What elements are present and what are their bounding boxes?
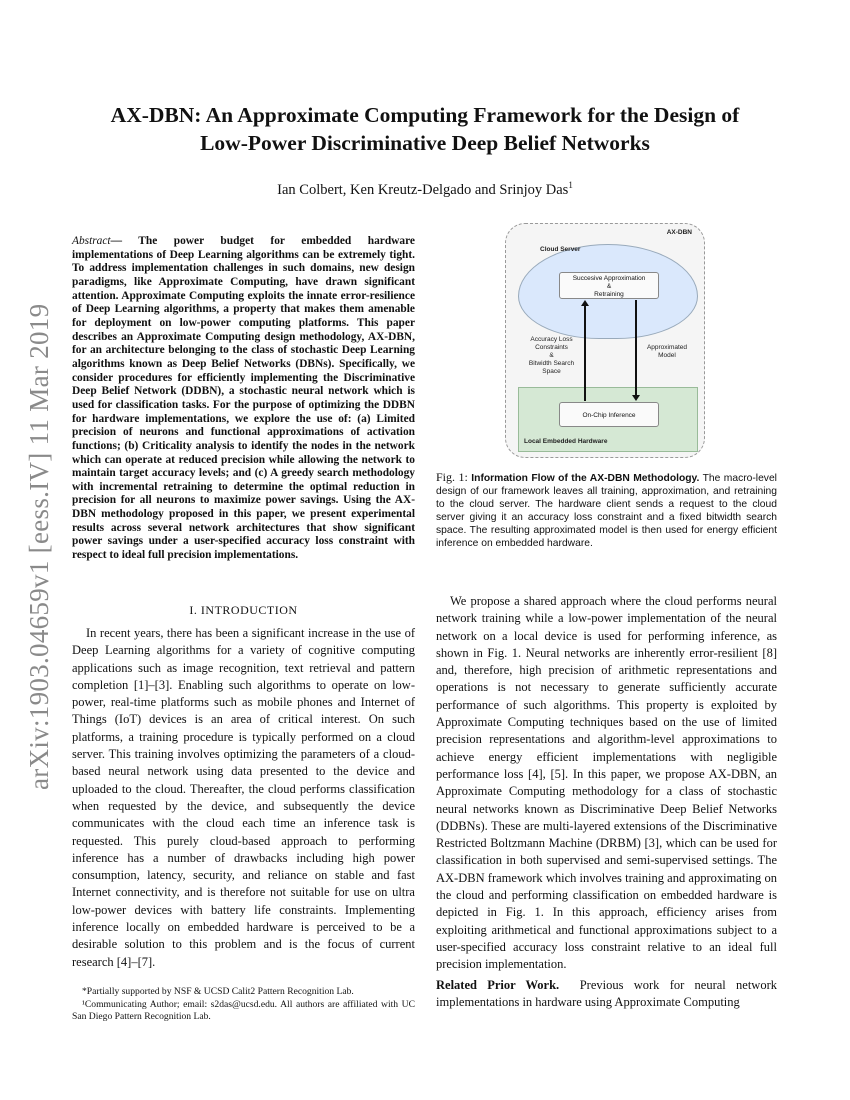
label-line: & xyxy=(549,352,554,359)
author-names: Ian Colbert, Ken Kreutz-Delgado and Srinjoy Das xyxy=(277,181,569,198)
label-line: Model xyxy=(658,352,676,359)
title-line: Low-Power Discriminative Deep Belief Networks xyxy=(200,131,650,155)
footnote: ¹Communicating Author; email: s2das@ucsd.edu. All authors are affiliated with UC San Diego Pattern Recognition Lab. xyxy=(72,998,415,1022)
label-line: Constraints xyxy=(535,344,568,351)
paper-title xyxy=(60,101,790,157)
label-line: Space xyxy=(542,368,561,375)
arxiv-identifier: arXiv:1903.04659v1 [eess.IV] 11 Mar 2019 xyxy=(24,303,54,790)
figure-diagram xyxy=(505,223,705,458)
hardware-label: Local Embedded Hardware xyxy=(524,438,608,445)
body-text: Previous work for neural network implementations in hardware using Approximate Computing xyxy=(436,977,781,1009)
right-column xyxy=(436,593,781,1011)
approximation-box xyxy=(559,272,659,299)
paragraph-heading: Related Prior Work. xyxy=(436,977,560,992)
label-line: Bitwidth Search xyxy=(528,360,575,367)
cloud-label: Cloud Server xyxy=(540,246,581,253)
title-line: AX-DBN: An Approximate Computing Framework for the Design of xyxy=(110,103,740,127)
author-footnote-mark: 1 xyxy=(568,180,573,190)
frame-label: AX-DBN xyxy=(666,229,692,236)
footnote: *Partially supported by NSF & UCSD Calit2 Pattern Recognition Lab. xyxy=(82,986,354,997)
arrowhead-icon xyxy=(632,395,640,401)
inference-box: On-Chip Inference xyxy=(559,402,659,427)
down-arrow-icon xyxy=(635,300,637,397)
section-heading: I. INTRODUCTION xyxy=(189,603,298,617)
box-text: Succesive Approximation xyxy=(572,275,646,282)
arrowhead-icon xyxy=(581,300,589,306)
figure-caption xyxy=(436,471,777,550)
intro-paragraph: In recent years, there has been a significant increase in the use of Deep Learning algorithms for a variety of cognitive computing applications such as image recognition, text retrieval and pattern completion [1]–[3]. Enabling such algorithms to operate on low-power, real-time platforms such as mobile phones and Internet of Things (IoT) devices is an area of critical interest. On such platforms, a training procedure is typically performed on a cloud server. This training involves optimizing the parameters of a cloud-based neural network using data presented to the device and uploaded to the cloud. Thereafter, the cloud performs classification when requested by the device, and subsequently the device communicates with the cloud each time an inference task is requested. This purely cloud-based approach to performing inference has a number of drawbacks including high power consumption, latency, security, and reliance on stable and fast Internet connectivity, and is therefore not suitable for use on ultra low-power devices with battery life constraints. Implementing inference locally on embedded hardware is perceived to be a desirable solution to this problem and is the focus of current research [4]–[7]. xyxy=(72,626,415,969)
caption-title: Information Flow of the AX-DBN Methodology. xyxy=(471,473,700,484)
caption-text: The macro-level design of our framework leaves all training, approximation, and retraining to the cloud server. The hardware client sends a request to the cloud server giving it an accuracy loss constraint and a fixed bitwidth search space. The resulting approximated model is then used for energy efficient inference on embedded hardware. xyxy=(436,473,777,549)
up-arrow-icon xyxy=(584,304,586,401)
introduction xyxy=(72,625,415,971)
abstract xyxy=(72,235,415,563)
caption-label: Fig. 1: xyxy=(436,470,468,484)
label-line: Accuracy Loss xyxy=(530,336,573,343)
footnotes xyxy=(72,986,415,1024)
box-text: & xyxy=(606,283,612,290)
label-line: Approximated xyxy=(646,344,688,351)
authors xyxy=(0,180,850,199)
box-text: Retraining xyxy=(594,291,624,298)
body-paragraph: We propose a shared approach where the cloud performs neural network training while a low-power implementation of the neural network on a local device is used for performing inference, as shown in Fig. 1. Neural networks are inherently error-resilient [8] and, therefore, high precision of arithmetic representations and operations is not necessary to generate sufficiently accurate performance of such algorithms. This property is exploited by Approximate Computing techniques based on the use of limited precision representations and algorithm-level approximations to achieve energy efficient implementations with negligible performance loss [4], [5]. In this paper, we propose AX-DBN, an Approximate Computing methodology for a class of stochastic neural networks known as Discriminative Deep Belief Networks (DDBNs). These are multi-layered extensions of the Discriminative Restricted Boltzmann Machine (DRBM) [3], which can be used for classification in both supervised and semi-supervised settings. The AX-DBN framework which involves training and approximating on the cloud and performing classification on embedded hardware is depicted in Fig. 1. In this approach, efficiency arises from exploiting arithmetical and functional approximations subject to a user-specified accuracy loss constraint relative to an ideal full precision implementation. xyxy=(436,594,777,972)
abstract-text: — The power budget for embedded hardware implementations of Deep Learning algorithms can be extremely tight. To address implementation challenges in such domains, new design paradigms, like Approximate Computing, have drawn significant attention. Approximate Computing exploits the innate error-resilience of Deep Learning algorithms, a property that makes them amenable for deployment on low-power computing platforms. This paper describes an Approximate Computing design methodology, AX-DBN, for an architecture belonging to the class of stochastic Deep Learning algorithms known as Deep Belief Networks (DBNs). Specifically, we consider procedures for efficiently implementing the Discriminative Deep Belief Network (DDBN), a stochastic neural network which is used for classification tasks. For the purpose of optimizing the DDBN for hardware implementations, we explore the use of: (a) Limited precision of neurons and functional approximations of activation functions; (b) Criticality analysis to identify the nodes in the network which can operate at reduced precision while allowing the network to maintain target accuracy levels; and (c) A greedy search methodology with incremental retraining to determine the optimal reduction in precision for all neurons to maximize power savings. Using the AX-DBN methodology proposed in this paper, we present experimental results across several network architectures that show significant power savings under a user-specified accuracy loss constraint with respect to ideal full precision implementations. xyxy=(72,235,415,562)
request-label xyxy=(524,336,579,376)
abstract-label: Abstract xyxy=(72,235,111,247)
model-label xyxy=(642,344,692,360)
